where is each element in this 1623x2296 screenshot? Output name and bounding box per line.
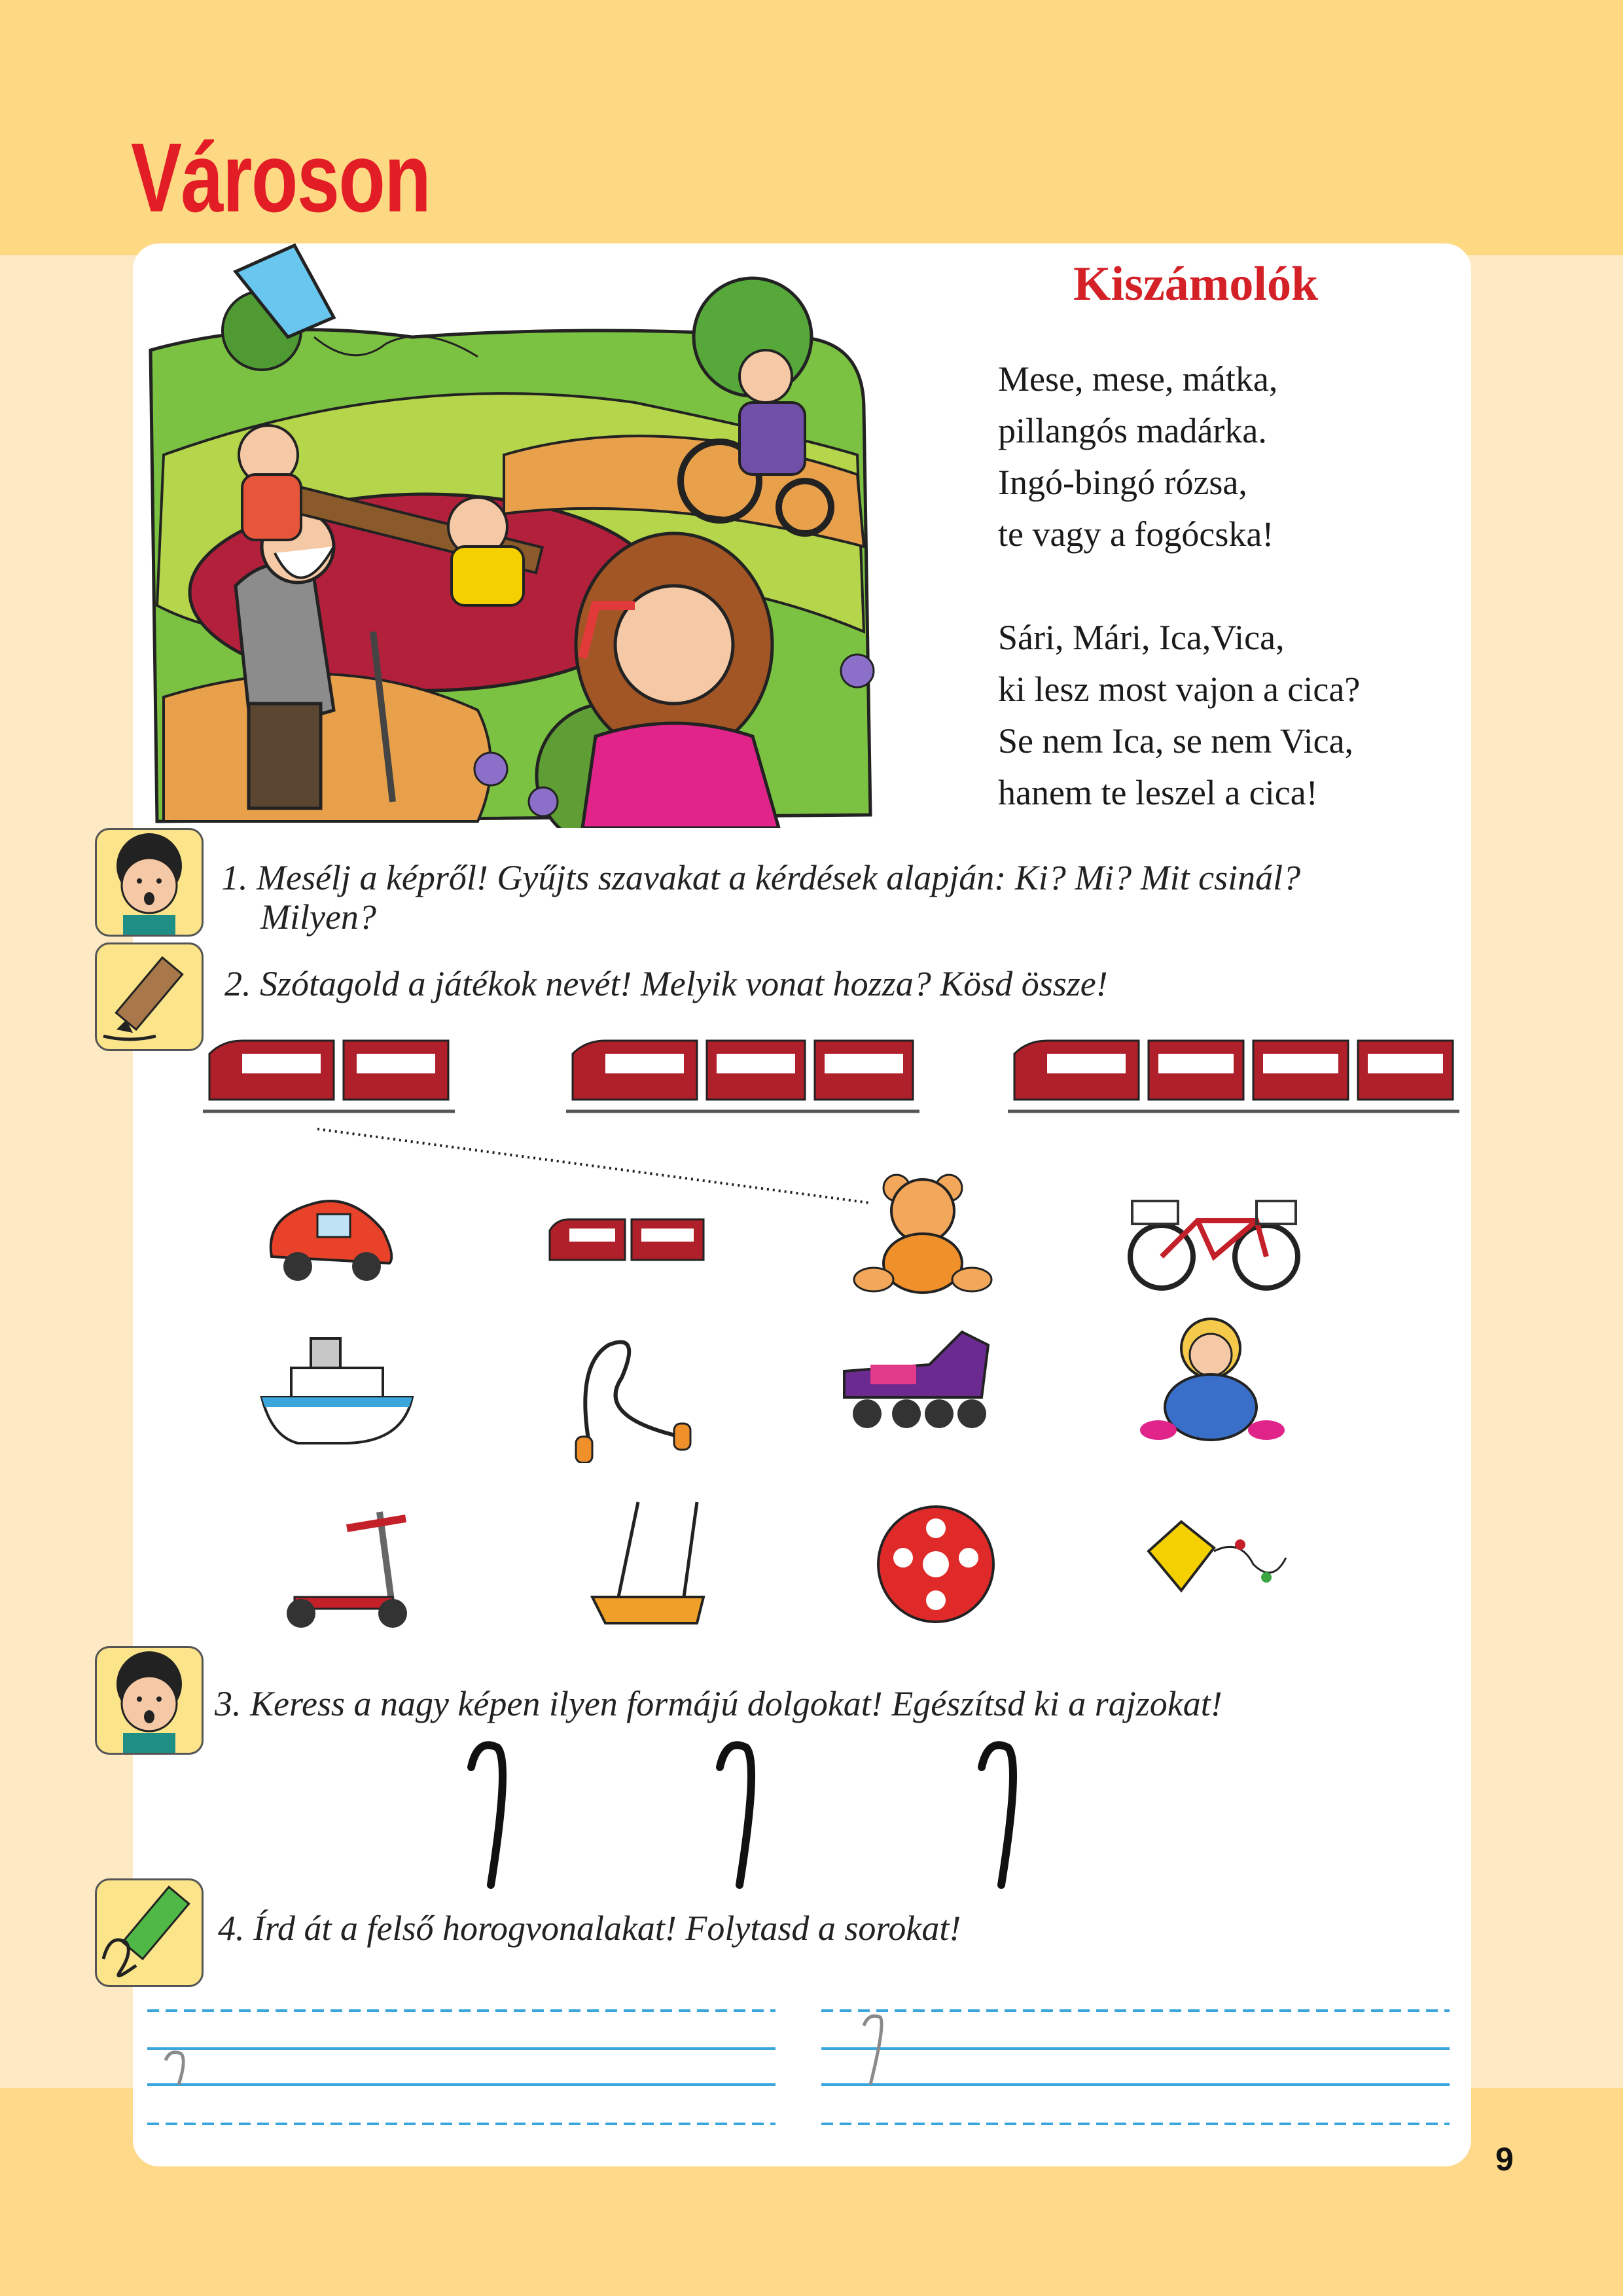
page-number: 9 bbox=[1495, 2141, 1514, 2178]
ball-icon bbox=[874, 1502, 998, 1626]
poem-line: pillangós madárka. bbox=[998, 411, 1267, 450]
poem-line: ki lesz most vajon a cica? bbox=[998, 670, 1361, 709]
kite-icon bbox=[1142, 1512, 1293, 1610]
toy-car-icon bbox=[259, 1178, 402, 1289]
swing-icon bbox=[579, 1499, 723, 1643]
train-3-cars-icon bbox=[566, 1034, 919, 1126]
writing-lines-right bbox=[821, 1996, 1456, 2140]
poem-line: Sári, Mári, Ica,Vica, bbox=[998, 618, 1285, 657]
jump-rope-icon bbox=[569, 1325, 700, 1463]
hook-shapes bbox=[452, 1734, 1073, 1898]
writing-lines-left bbox=[147, 1996, 782, 2140]
task-2-text: 2. Szótagold a játékok nevét! Melyik vonat hozza? Kösd össze! bbox=[224, 964, 1108, 1003]
pencil-letter-icon bbox=[95, 1878, 204, 1987]
bicycle-icon bbox=[1126, 1188, 1302, 1293]
teddy-bear-icon bbox=[851, 1172, 995, 1296]
toy-train-icon bbox=[546, 1214, 710, 1280]
pencil-writing-icon bbox=[95, 942, 204, 1051]
talking-boy-icon bbox=[95, 828, 204, 937]
poem-line: Ingó-bingó rózsa, bbox=[998, 463, 1247, 502]
talking-boy-icon bbox=[95, 1646, 204, 1755]
poem-line: Mese, mese, mátka, bbox=[998, 359, 1278, 399]
task-4-text: 4. Írd át a felső horogvonalakat! Folytasd a sorokat! bbox=[218, 1909, 961, 1948]
train-2-cars-icon bbox=[203, 1034, 455, 1126]
ship-icon bbox=[259, 1332, 416, 1450]
poem-line: Se nem Ica, se nem Vica, bbox=[998, 721, 1354, 761]
scooter-icon bbox=[275, 1499, 419, 1630]
roller-skate-icon bbox=[831, 1325, 1001, 1437]
park-illustration bbox=[137, 239, 890, 828]
poem bbox=[998, 353, 1360, 819]
train-4-cars-icon bbox=[1008, 1034, 1459, 1126]
poem-title: Kiszámolók bbox=[1073, 257, 1319, 311]
poem-line: hanem te leszel a cica! bbox=[998, 773, 1318, 812]
task-1-text: 1. Mesélj a képről! Gyűjts szavakat a kérdések alapján: Ki? Mi? Mit csinál? bbox=[221, 858, 1301, 897]
task-1-text-cont: Milyen? bbox=[260, 897, 376, 937]
page-title: Városon bbox=[131, 122, 431, 232]
task-3-text: 3. Keress a nagy képen ilyen formájú dolgokat! Egészítsd ki a rajzokat! bbox=[215, 1684, 1222, 1723]
doll-icon bbox=[1139, 1316, 1289, 1446]
poem-line: te vagy a fogócska! bbox=[998, 514, 1274, 554]
